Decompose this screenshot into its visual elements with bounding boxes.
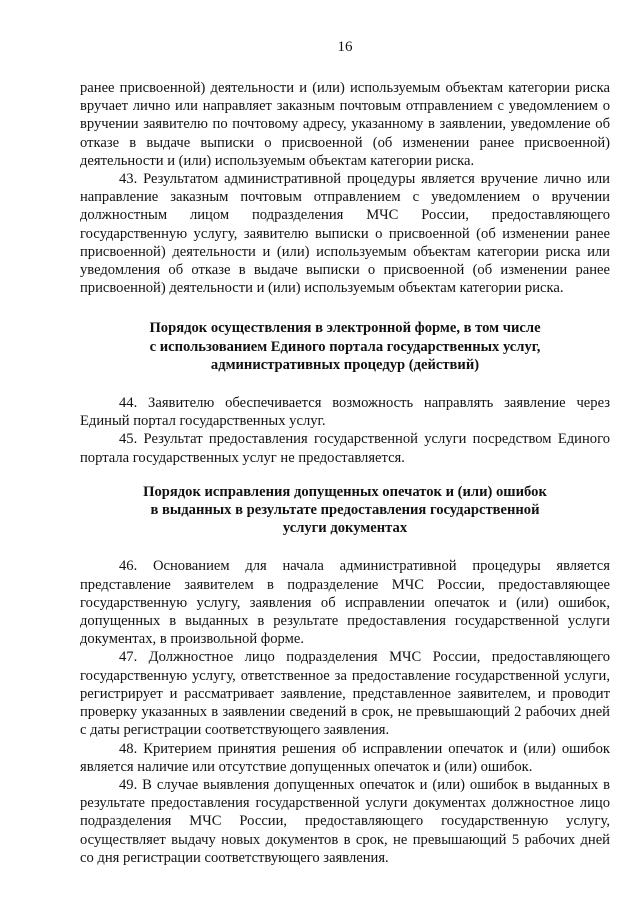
paragraph-continuation: ранее присвоенной) деятельности и (или) используемым объектам категории риска вручает лично или направляет заказным почтовым отправлением с уведомлением о вручении заявителю по почтовому адресу, указанному в заявлении, уведомление об отказе в выдаче выписки о присвоенной (об изменении ранее присвоенной) деятельности и (или) используемым объектам категории риска. — [80, 80, 610, 169]
page-number: 16 — [337, 39, 353, 55]
paragraph-45: 45. Результат предоставления государственной услуги посредством Единого портала государственных услуг не предоставляется. — [80, 431, 610, 466]
heading-line: Порядок осуществления в электронной форме, в том числе — [149, 320, 541, 337]
section-heading-corrections — [80, 483, 610, 538]
heading-line: Порядок исправления допущенных опечаток и (или) ошибок — [143, 483, 547, 500]
heading-line: административных процедур (действий) — [210, 356, 480, 373]
heading-line: с использованием Единого портала государственных услуг, — [149, 338, 541, 355]
paragraph-49: 49. В случае выявления допущенных опечаток и (или) ошибок в выданных в результате предоставления государственной услуги документах должностное лицо подразделения МЧС России, предоставляющего государственную услугу, осуществляет выдачу новых документов в срок, не превышающий 5 рабочих дней со дня регистрации соответствующего заявления. — [80, 776, 610, 866]
heading-line: в выданных в результате предоставления государственной — [150, 502, 540, 519]
heading-line: услуги документах — [282, 520, 408, 537]
paragraph-44: 44. Заявителю обеспечивается возможность направлять заявление через Единый портал государственных услуг. — [80, 395, 610, 430]
section-heading-electronic-form — [80, 319, 610, 374]
paragraph-46: 46. Основанием для начала административной процедуры является представление заявителем в подразделение МЧС России, предоставляющее государственную услугу, заявления об исправлении опечаток и (или) ошибок, допущенных в выданных в результате предоставления государственной услуги документах, в произвольной форме. — [80, 558, 610, 648]
paragraph-43: 43. Результатом административной процедуры является вручение лично или направление заказным почтовым отправлением с уведомлением о вручении должностным лицом подразделения МЧС России, предоставляющего государственную услугу, заявителю выписки о присвоенной (об изменении ранее присвоенной) деятельности и (или) используемым объектам категории риска или уведомления об отказе в выдаче выписки о присвоенной (об изменении ранее присвоенной) деятельности и (или) используемым объектам категории риска. — [80, 171, 610, 297]
paragraph-48: 48. Критерием принятия решения об исправлении опечаток и (или) ошибок является наличие или отсутствие допущенных опечаток и (или) ошибок. — [80, 740, 610, 775]
paragraph-47: 47. Должностное лицо подразделения МЧС России, предоставляющего государственную услугу, ответственное за предоставление государственной услуги, регистрирует и рассматривает заявление, представленное заявителем, и проводит проверку указанных в заявлении сведений в срок, не превышающий 2 рабочих дней с даты регистрации соответствующего заявления. — [80, 649, 610, 739]
